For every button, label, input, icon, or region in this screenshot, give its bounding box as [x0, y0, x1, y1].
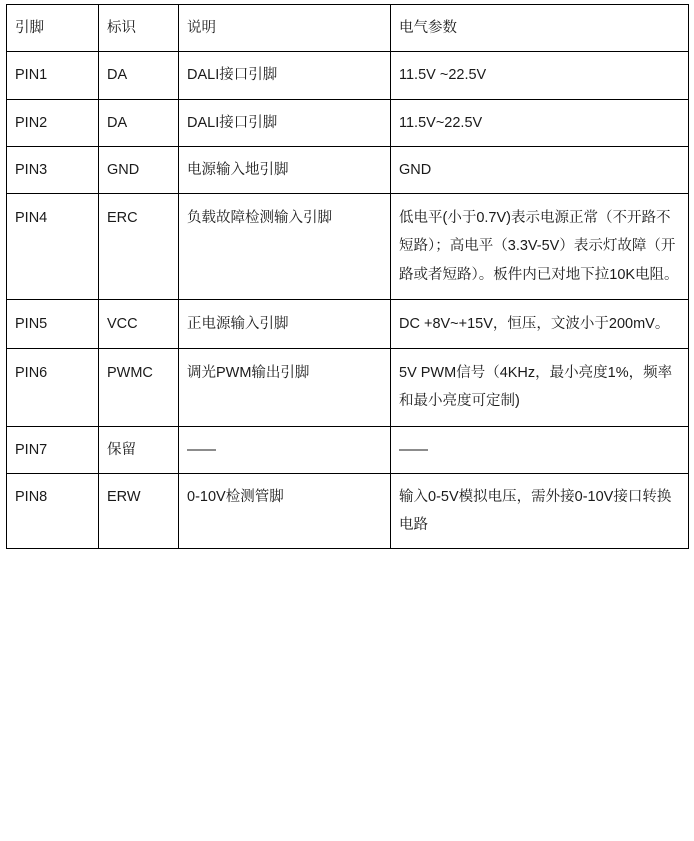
pin-definition-table — [6, 4, 689, 549]
cell-parameters: DC +8V~+15V，恒压，文波小于200mV。 — [391, 299, 689, 348]
cell-pin: PIN4 — [7, 194, 99, 300]
cell-pin: PIN1 — [7, 52, 99, 99]
table-row — [7, 146, 689, 193]
cell-parameters: 11.5V ~22.5V — [391, 52, 689, 99]
column-header-mark: 标识 — [99, 5, 179, 52]
cell-pin: PIN6 — [7, 349, 99, 427]
cell-description: 0-10V检测管脚 — [179, 473, 391, 549]
cell-pin: PIN2 — [7, 99, 99, 146]
table-header-row — [7, 5, 689, 52]
cell-mark: 保留 — [99, 426, 179, 473]
cell-mark: GND — [99, 146, 179, 193]
cell-mark: DA — [99, 52, 179, 99]
cell-description: DALI接口引脚 — [179, 52, 391, 99]
cell-parameters: 输入0-5V模拟电压，需外接0-10V接口转换电路 — [391, 473, 689, 549]
cell-parameters: GND — [391, 146, 689, 193]
cell-description: —— — [179, 426, 391, 473]
cell-description: 正电源输入引脚 — [179, 299, 391, 348]
cell-pin: PIN5 — [7, 299, 99, 348]
table-row — [7, 299, 689, 348]
cell-pin: PIN8 — [7, 473, 99, 549]
cell-description: 负载故障检测输入引脚 — [179, 194, 391, 300]
cell-parameters: 11.5V~22.5V — [391, 99, 689, 146]
cell-parameters: 低电平(小于0.7V)表示电源正常（不开路不短路）；高电平（3.3V-5V）表示灯故障（开路或者短路）。板件内已对地下拉10K电阻。 — [391, 194, 689, 300]
table-row — [7, 473, 689, 549]
table-row — [7, 194, 689, 300]
column-header-pin: 引脚 — [7, 5, 99, 52]
cell-pin: PIN7 — [7, 426, 99, 473]
cell-description: 调光PWM输出引脚 — [179, 349, 391, 427]
cell-mark: ERC — [99, 194, 179, 300]
column-header-electrical-parameters: 电气参数 — [391, 5, 689, 52]
cell-description: 电源输入地引脚 — [179, 146, 391, 193]
cell-pin: PIN3 — [7, 146, 99, 193]
cell-description: DALI接口引脚 — [179, 99, 391, 146]
table-row — [7, 349, 689, 427]
table-row — [7, 99, 689, 146]
cell-parameters: 5V PWM信号（4KHz，最小亮度1%，频率和最小亮度可定制) — [391, 349, 689, 427]
table-row — [7, 52, 689, 99]
column-header-description: 说明 — [179, 5, 391, 52]
cell-parameters: —— — [391, 426, 689, 473]
cell-mark: PWMC — [99, 349, 179, 427]
table-row — [7, 426, 689, 473]
cell-mark: ERW — [99, 473, 179, 549]
cell-mark: VCC — [99, 299, 179, 348]
cell-mark: DA — [99, 99, 179, 146]
